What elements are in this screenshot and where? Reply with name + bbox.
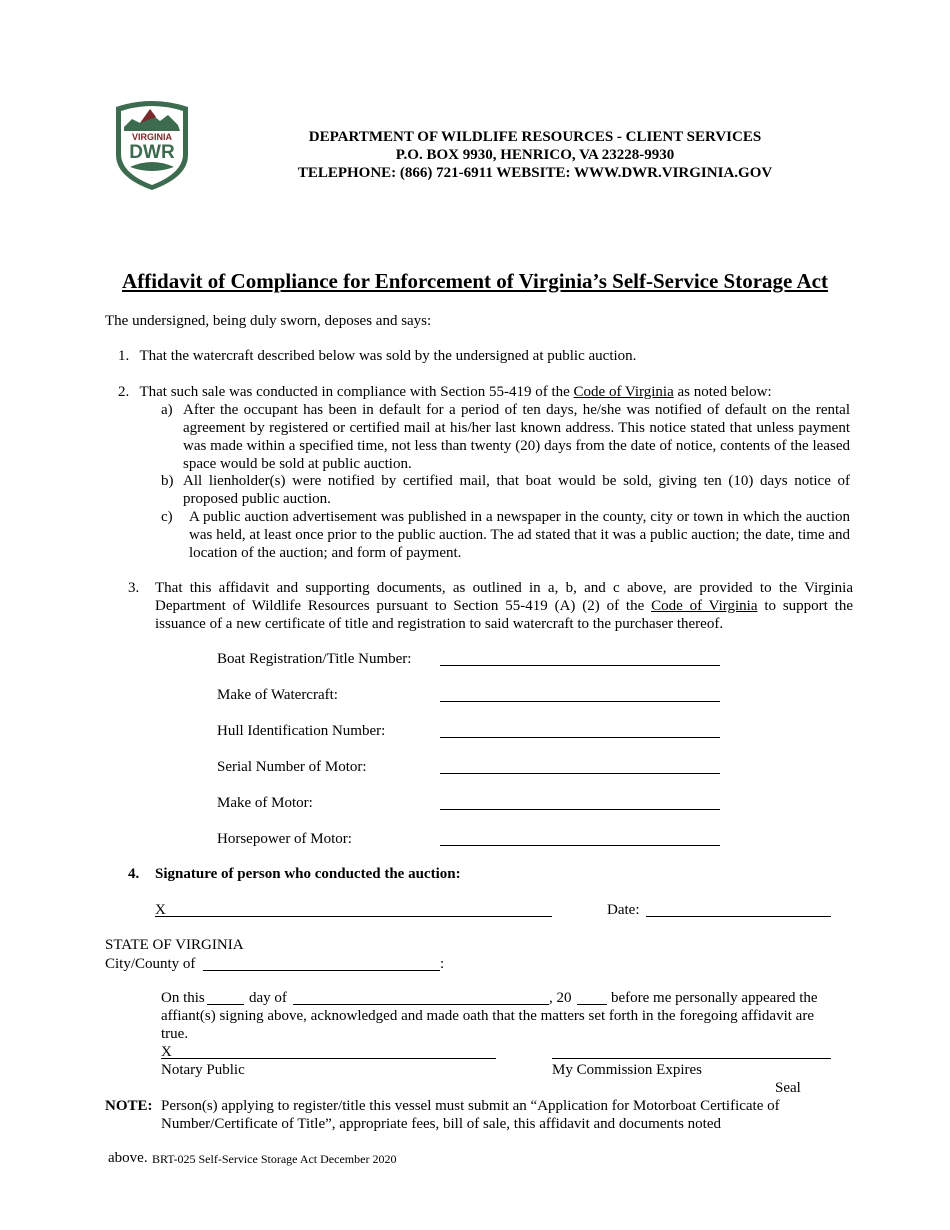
footer-above: above.	[108, 1150, 148, 1166]
commission-expires-label: My Commission Expires	[552, 1062, 703, 1078]
boat-registration-field[interactable]	[440, 665, 720, 666]
item-3-text-after: to support the issuance of a new certificate of title and registration to said watercraft to the purchaser thereof.	[155, 598, 854, 632]
dwr-shield-icon	[110, 97, 194, 191]
item-3-number: 3.	[128, 580, 140, 596]
note-text-line-2: Number/Certificate of Title”, appropriate fees, bill of sale, this affidavit and documents noted	[161, 1116, 721, 1132]
notary-month-field[interactable]	[293, 1004, 549, 1005]
city-county-field[interactable]	[203, 970, 440, 971]
code-of-virginia-reference-2: Code of Virginia	[651, 598, 758, 614]
item-1-text: That the watercraft described below was sold by the undersigned at public auction.	[139, 348, 637, 364]
form-id: BRT-025 Self-Service Storage Act December 2020	[152, 1152, 397, 1166]
subitem-a-text: After the occupant has been in default for a period of ten days, he/she was notified of default on the rental agreement by registered or certified mail at his/her last known address. This notice stated that unless payment was made within a specified time, not less than twenty (20) days from the date of notice, contents of the leased space would be sold at public auction.	[183, 402, 850, 472]
svg-text:VIRGINIA: VIRGINIA	[131, 132, 173, 142]
header-line-1: DEPARTMENT OF WILDLIFE RESOURCES - CLIENT SERVICES	[308, 129, 762, 145]
notary-on-this: On this	[161, 990, 205, 1006]
page-title: Affidavit of Compliance for Enforcement of Virginia’s Self-Service Storage Act	[122, 269, 828, 293]
seal-label: Seal	[775, 1080, 801, 1096]
item-2-number: 2.	[118, 384, 130, 400]
notary-day-field[interactable]	[207, 1004, 244, 1005]
notary-line-2: affiant(s) signing above, acknowledged and made oath that the matters set forth in the foregoing affidavit are	[161, 1008, 814, 1024]
make-of-watercraft-field[interactable]	[440, 701, 720, 702]
agency-header	[250, 128, 820, 182]
header-line-3: TELEPHONE: (866) 721-6911 WEBSITE: WWW.DWR.VIRGINIA.GOV	[297, 165, 773, 181]
item-3-text-before: That this affidavit and supporting documents, as outlined in a, b, and c above, are provided to the Virginia Department of Wildlife Resources pursuant to Section 55-419 (A) (2) of the	[155, 580, 853, 614]
subitem-b	[161, 472, 850, 508]
dwr-logo	[110, 97, 194, 191]
item-2-text-before: That such sale was conducted in compliance with Section 55-419 of the	[139, 384, 570, 400]
intro-text: The undersigned, being duly sworn, deposes and says:	[105, 313, 432, 329]
item-1	[118, 347, 858, 365]
city-county-label: City/County of	[105, 956, 196, 972]
subitem-c-label: c)	[161, 509, 173, 525]
svg-text:DWR: DWR	[129, 142, 175, 163]
commission-expires-field[interactable]	[552, 1058, 831, 1059]
notary-before: before me personally appeared the	[611, 990, 818, 1006]
item-2	[118, 383, 858, 401]
subitem-a	[161, 401, 850, 473]
city-county-colon: :	[440, 956, 445, 972]
item-4-number: 4.	[128, 866, 140, 882]
auctioneer-signature-field[interactable]	[155, 916, 552, 917]
header-line-2: P.O. BOX 9930, HENRICO, VA 23228-9930	[395, 147, 675, 163]
notary-year-field[interactable]	[577, 1004, 607, 1005]
code-of-virginia-reference: Code of Virginia	[573, 384, 674, 400]
notary-day-of: day of	[249, 990, 287, 1006]
item-4-text: Signature of person who conducted the auction:	[155, 866, 461, 882]
make-of-motor-label: Make of Motor:	[217, 795, 313, 811]
horsepower-field[interactable]	[440, 845, 720, 846]
make-of-watercraft-label: Make of Watercraft:	[217, 687, 338, 703]
note-text-line-1: Person(s) applying to register/title this vessel must submit an “Application for Motorboat Certificate of	[161, 1098, 780, 1114]
date-field[interactable]	[646, 916, 831, 917]
make-of-motor-field[interactable]	[440, 809, 720, 810]
motor-serial-field[interactable]	[440, 773, 720, 774]
boat-registration-label: Boat Registration/Title Number:	[217, 651, 412, 667]
hull-id-label: Hull Identification Number:	[217, 723, 386, 739]
state-label: STATE OF VIRGINIA	[105, 937, 244, 953]
subitem-c-text: A public auction advertisement was published in a newspaper in the county, city or town in which the auction was held, at least once prior to the public auction. The ad stated that it was a public auction; the date, time and location of the auction; and form of payment.	[189, 509, 850, 561]
horsepower-label: Horsepower of Motor:	[217, 831, 352, 847]
signature-x: X	[155, 902, 166, 918]
hull-id-field[interactable]	[440, 737, 720, 738]
notary-comma-20: , 20	[549, 990, 572, 1006]
subitem-c	[161, 508, 850, 562]
item-2-text-after: as noted below:	[677, 384, 772, 400]
notary-public-label: Notary Public	[161, 1062, 245, 1078]
subitem-b-text: All lienholder(s) were notified by certified mail, that boat would be sold, giving ten (10) days notice of proposed public auction.	[183, 473, 850, 507]
note-label: NOTE:	[105, 1098, 153, 1114]
motor-serial-label: Serial Number of Motor:	[217, 759, 367, 775]
notary-line-3: true.	[161, 1026, 189, 1042]
subitem-a-label: a)	[161, 402, 173, 418]
item-1-number: 1.	[118, 348, 130, 364]
date-label: Date:	[607, 902, 640, 918]
notary-signature-x: X	[161, 1044, 172, 1060]
item-3	[155, 579, 853, 633]
subitem-b-label: b)	[161, 473, 174, 489]
notary-signature-field[interactable]	[161, 1058, 496, 1059]
